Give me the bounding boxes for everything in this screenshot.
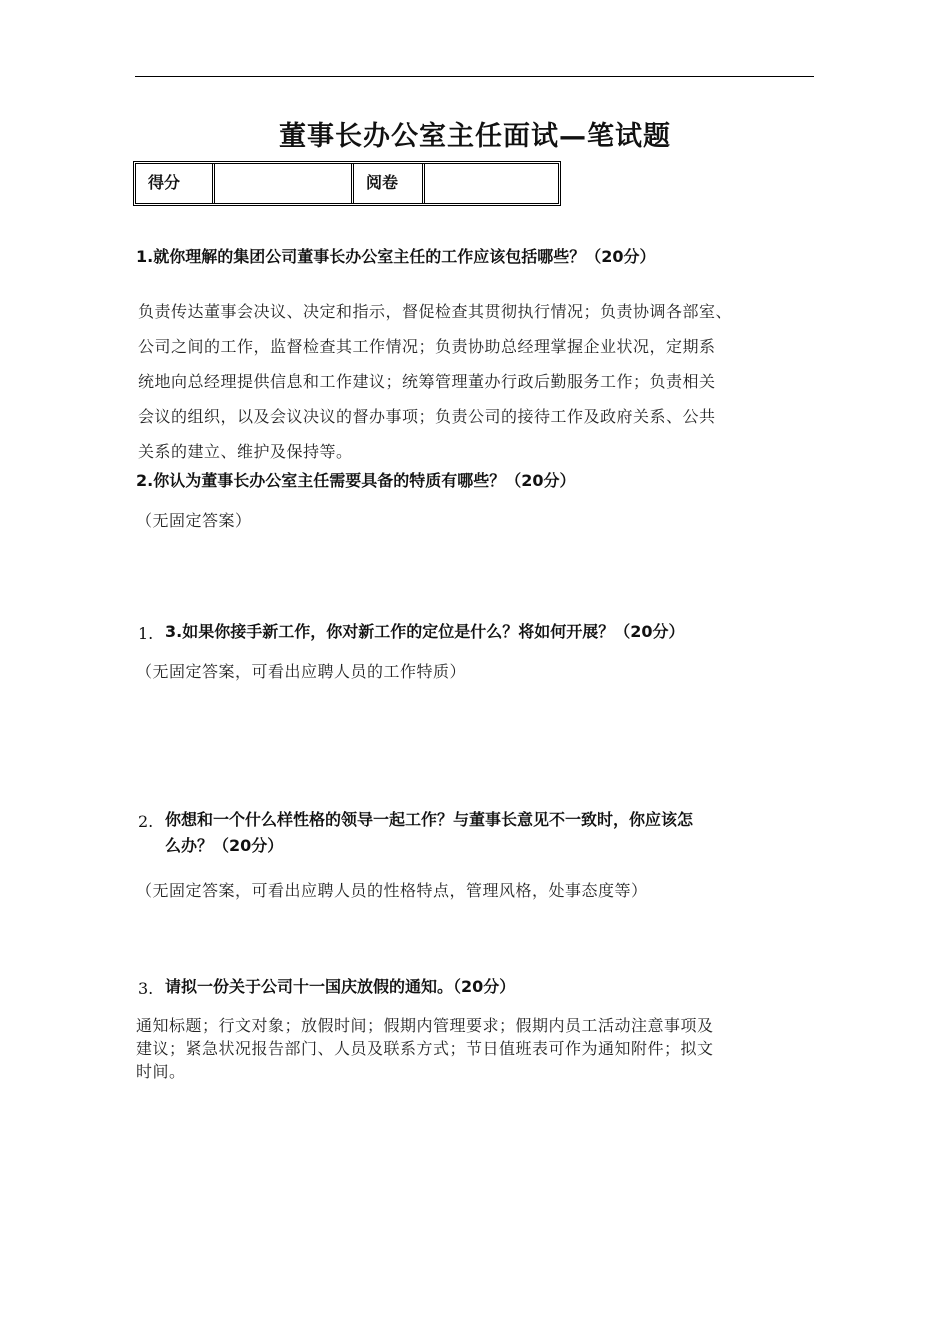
list-number: 2. — [138, 812, 154, 831]
answer-line: 负责传达董事会决议、决定和指示，督促检查其贯彻执行情况；负责协调各部室、 — [138, 302, 733, 321]
answer-2: （无固定答案） — [136, 511, 252, 530]
question-5: 请拟一份关于公司十一国庆放假的通知。（20分） — [165, 977, 516, 996]
page-title: 董事长办公室主任面试—笔试题 — [279, 121, 671, 152]
score-value-cell — [215, 164, 354, 203]
score-label: 得分 — [136, 164, 215, 203]
score-table — [133, 161, 561, 206]
answer-line: 会议的组织，以及会议决议的督办事项；负责公司的接待工作及政府关系、公共 — [138, 407, 716, 426]
answer-line: 时间。 — [136, 1062, 186, 1081]
list-number: 1. — [138, 624, 154, 643]
question-2: 2.你认为董事长办公室主任需要具备的特质有哪些？（20分） — [136, 471, 576, 490]
answer-line: 公司之间的工作，监督检查其工作情况；负责协助总经理掌握企业状况，定期系 — [138, 337, 716, 356]
answer-4: （无固定答案，可看出应聘人员的性格特点，管理风格，处事态度等） — [136, 881, 648, 900]
answer-line: 通知标题；行文对象；放假时间；假期内管理要求；假期内员工活动注意事项及 — [136, 1016, 714, 1035]
question-line: 么办？（20分） — [165, 836, 284, 855]
question-1: 1.就你理解的集团公司董事长办公室主任的工作应该包括哪些？（20分） — [136, 247, 656, 266]
answer-1 — [138, 294, 732, 469]
answer-3: （无固定答案，可看出应聘人员的工作特质） — [136, 662, 467, 681]
answer-5 — [136, 1014, 714, 1083]
answer-line: 统地向总经理提供信息和工作建议；统筹管理董办行政后勤服务工作；负责相关 — [138, 372, 716, 391]
reviewer-value-cell — [425, 164, 558, 203]
answer-line: 关系的建立、维护及保持等。 — [138, 442, 353, 461]
question-4 — [165, 807, 693, 859]
top-rule — [135, 76, 814, 77]
list-number: 3. — [138, 979, 154, 998]
reviewer-label: 阅卷 — [354, 164, 425, 203]
question-line: 你想和一个什么样性格的领导一起工作？与董事长意见不一致时，你应该怎 — [165, 810, 694, 829]
question-3: 3.如果你接手新工作，你对新工作的定位是什么？将如何开展？（20分） — [165, 622, 685, 641]
answer-line: 建议；紧急状况报告部门、人员及联系方式；节日值班表可作为通知附件；拟文 — [136, 1039, 714, 1058]
